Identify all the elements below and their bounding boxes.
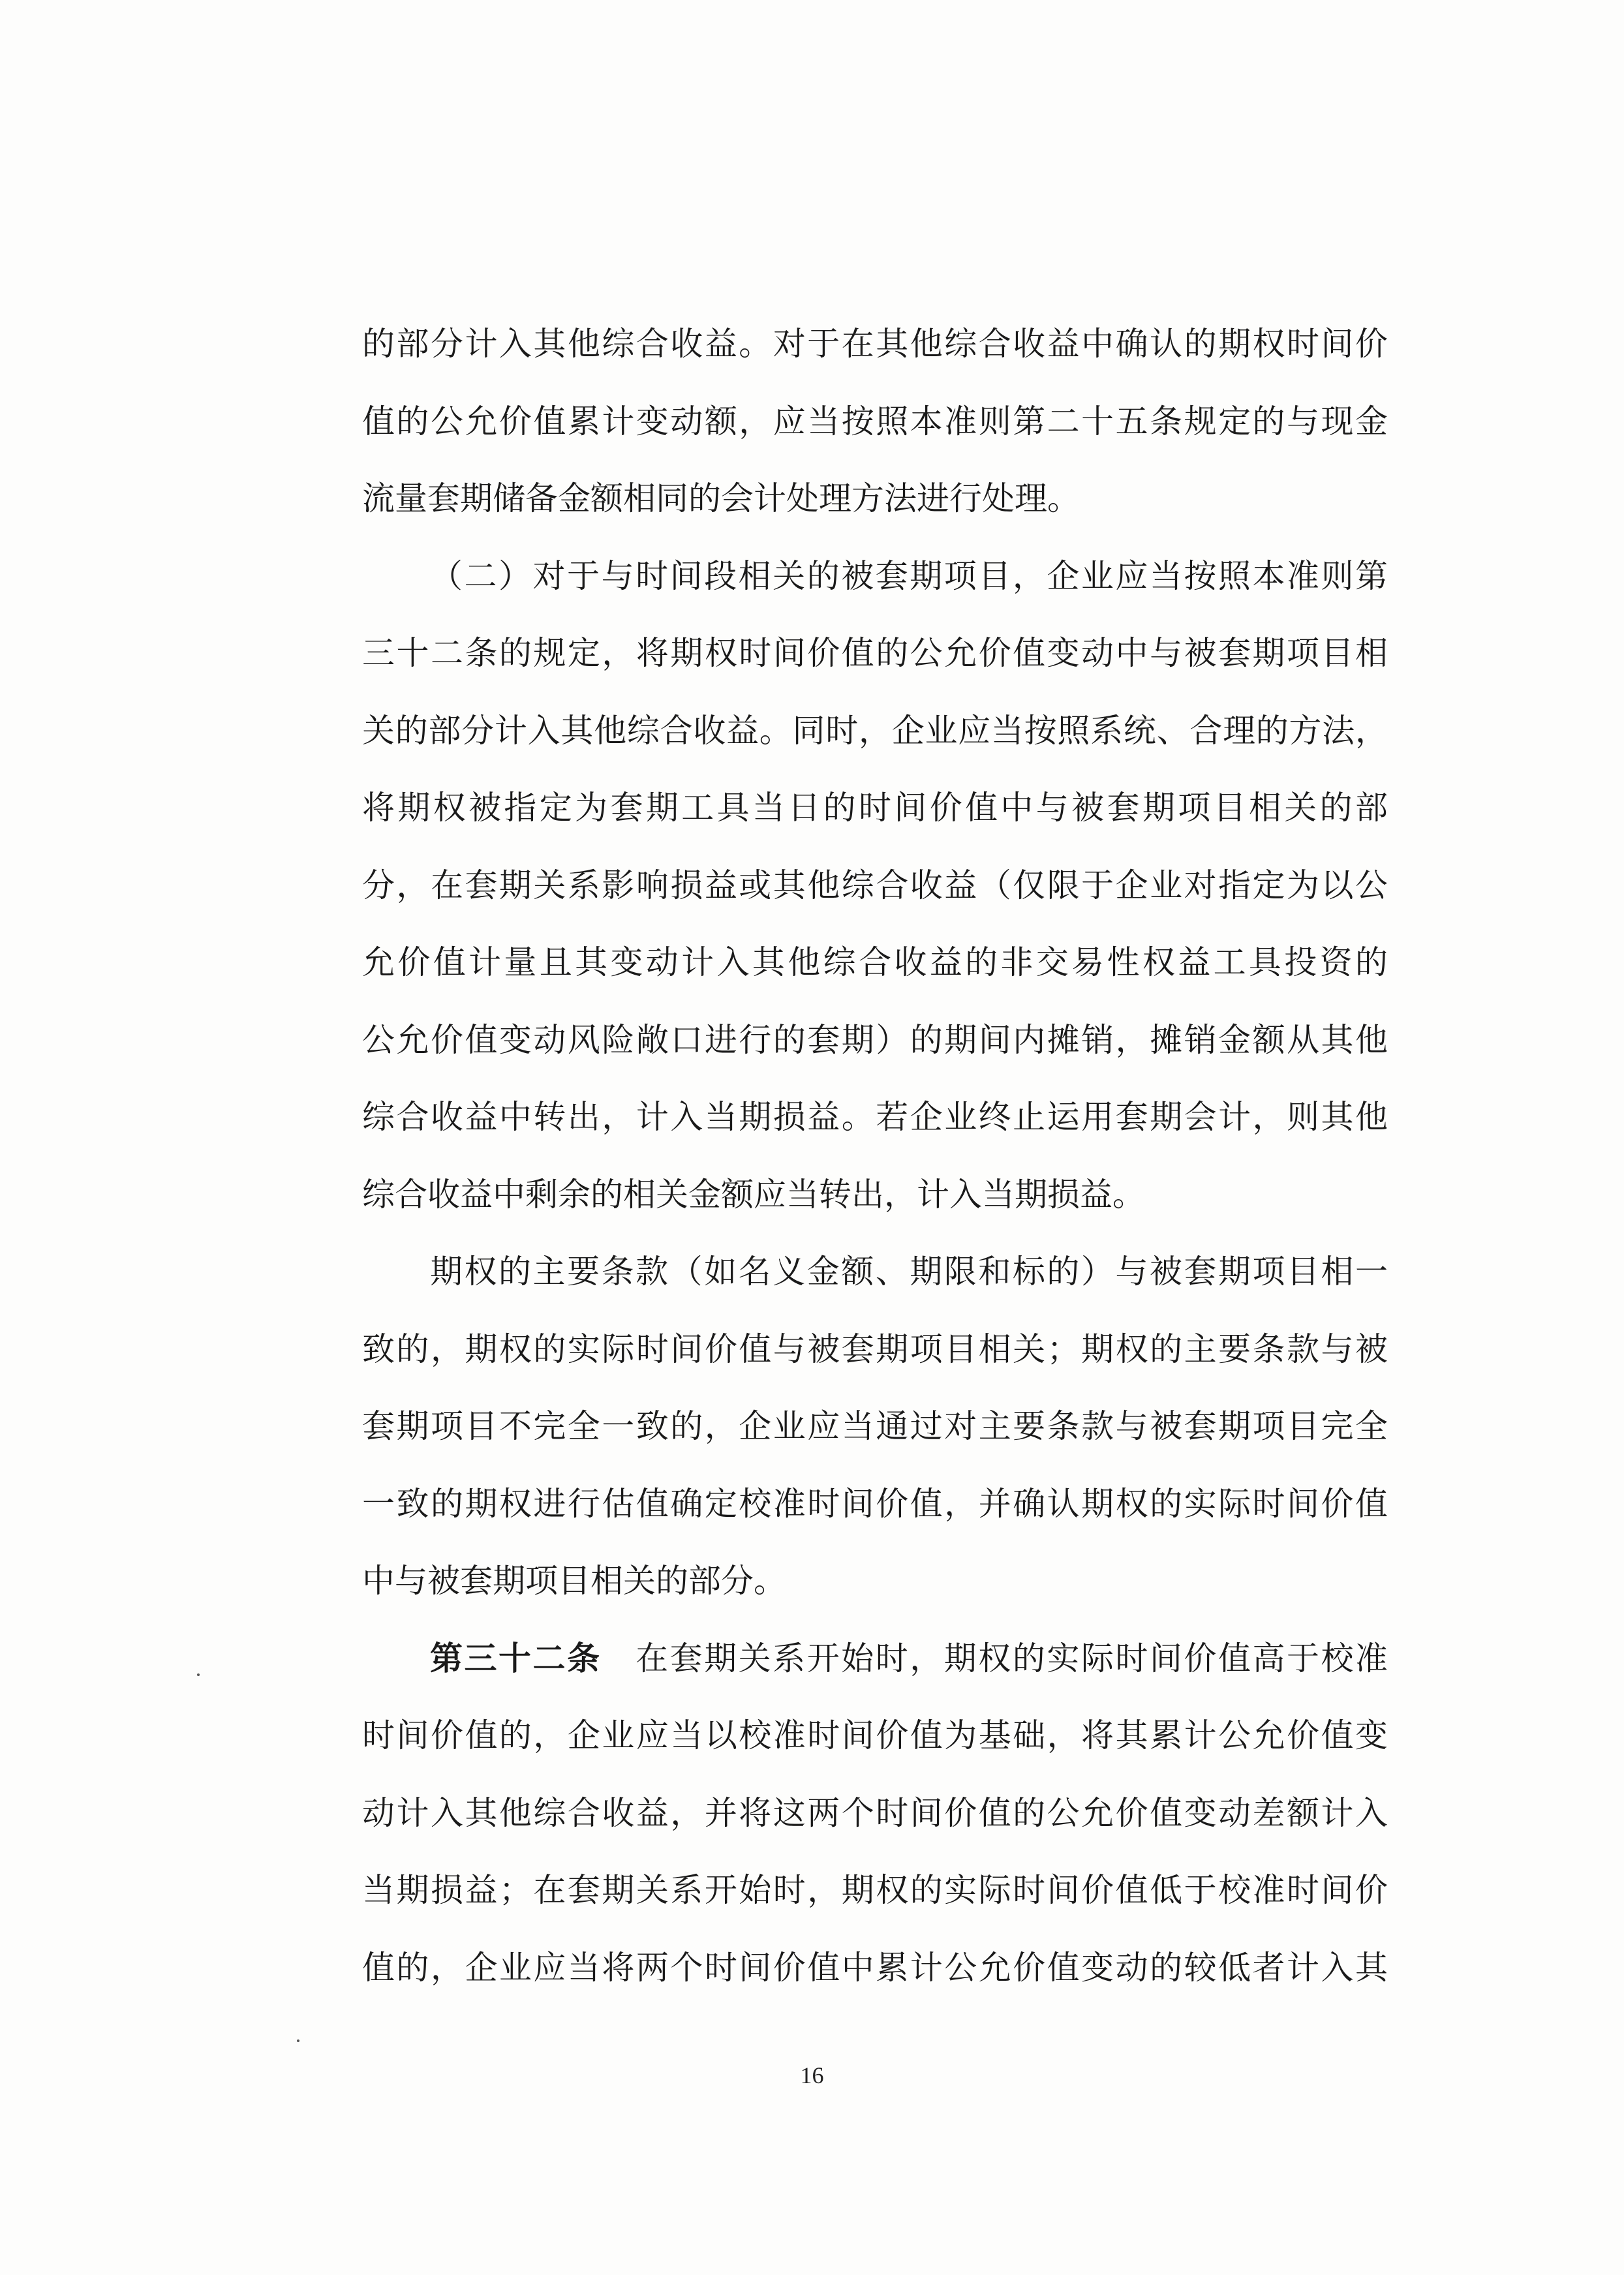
text-line: 中与被套期项目相关的部分。 [362, 1562, 786, 1600]
text-line: 当期损益；在套期关系开始时，期权的实际时间价值低于校准时间价 [362, 1871, 1388, 1909]
text-line: 关的部分计入其他综合收益。同时，企业应当按照系统、合理的方法， [362, 711, 1388, 750]
text-line: 综合收益中转出，计入当期损益。若企业终止运用套期会计，则其他 [362, 1098, 1388, 1136]
article-line-text: 在套期关系开始时，期权的实际时间价值高于校准 [634, 1639, 1388, 1677]
text-line: 值的公允价值累计变动额，应当按照本准则第二十五条规定的与现金 [362, 402, 1388, 440]
text-line: 三十二条的规定，将期权时间价值的公允价值变动中与被套期项目相 [362, 634, 1388, 672]
text-line: 时间价值的，企业应当以校准时间价值为基础，将其累计公允价值变 [362, 1717, 1388, 1754]
text-line: 套期项目不完全一致的，企业应当通过对主要条款与被套期项目完全 [362, 1407, 1388, 1445]
article-line [362, 1620, 1388, 1698]
text-line: 综合收益中剩余的相关金额应当转出，计入当期损益。 [362, 1175, 1145, 1214]
text-line: （二）对于与时间段相关的被套期项目，企业应当按照本准则第 [430, 557, 1388, 595]
text-line: 公允价值变动风险敞口进行的套期）的期间内摊销，摊销金额从其他 [362, 1020, 1388, 1059]
text-line: 一致的期权进行估值确定校准时间价值，并确认期权的实际时间价值 [362, 1484, 1388, 1523]
scan-speck [197, 1673, 200, 1676]
text-line: 期权的主要条款（如名义金额、期限和标的）与被套期项目相一 [430, 1253, 1388, 1290]
text-line: 值的，企业应当将两个时间价值中累计公允价值变动的较低者计入其 [362, 1948, 1388, 1987]
scan-speck [297, 2039, 299, 2042]
text-line: 致的，期权的实际时间价值与被套期项目相关；期权的主要条款与被 [362, 1330, 1388, 1368]
body-text [362, 305, 1388, 2006]
text-line: 动计入其他综合收益，并将这两个时间价值的公允价值变动差额计入 [362, 1794, 1388, 1832]
text-line: 流量套期储备金额相同的会计处理方法进行处理。 [362, 480, 1080, 517]
article-heading: 第三十二条 [430, 1638, 602, 1677]
text-line: 的部分计入其他综合收益。对于在其他综合收益中确认的期权时间价 [362, 325, 1388, 363]
text-line: 将期权被指定为套期工具当日的时间价值中与被套期项目相关的部 [362, 789, 1388, 827]
text-line: 分，在套期关系影响损益或其他综合收益（仅限于企业对指定为以公 [362, 866, 1388, 904]
text-line: 允价值计量且其变动计入其他综合收益的非交易性权益工具投资的 [362, 943, 1388, 981]
page-number: 16 [800, 2062, 824, 2088]
